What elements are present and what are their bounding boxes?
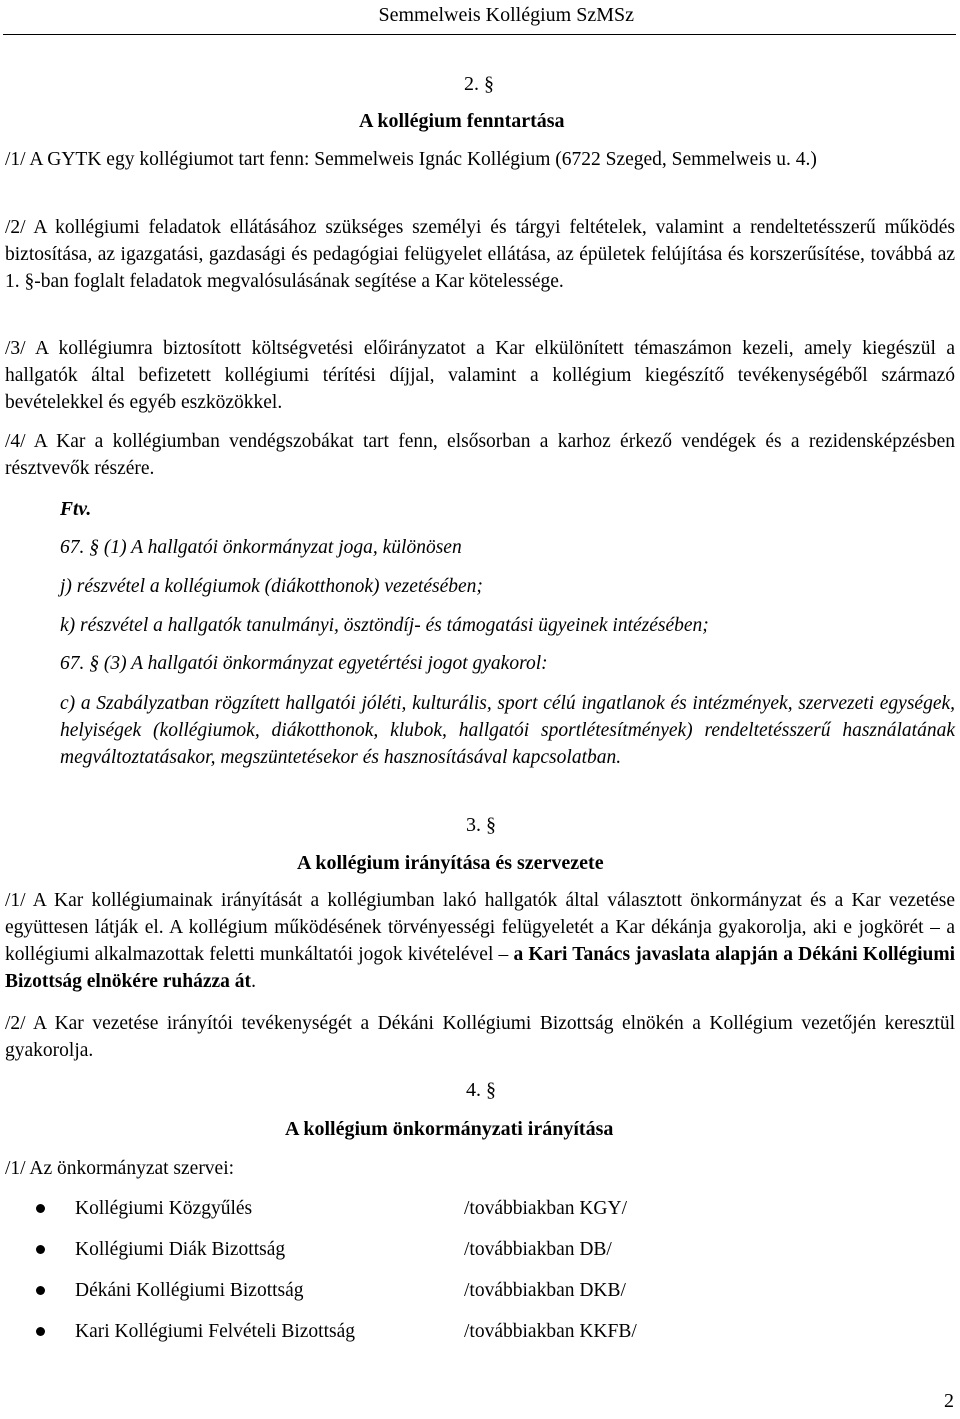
organ-abbreviation: /továbbiakban DB/ (464, 1239, 612, 1260)
section-3-paragraph-2: /2/ A Kar vezetése irányítói tevékenységét a Dékáni Kollégiumi Bizottság elnökén a Kollégium vezetőjén keresztül gyakorolja. (5, 1013, 955, 1061)
ftv-quote-3: k) részvétel a hallgatók tanulmányi, ösztöndíj- és támogatási ügyeinek intézésében; (60, 615, 709, 636)
organ-abbreviation: /továbbiakban KGY/ (464, 1198, 628, 1219)
ftv-label: Ftv. (60, 499, 92, 520)
section-3-number: 3. § (466, 814, 496, 836)
ftv-quote-5: c) a Szabályzatban rögzített hallgatói jóléti, kulturális, sport célú ingatlanok és intézmények, szervezeti egységek, helyiségek (kollégiumok, diákotthonok, klubok, hallgatói sportlétesítmények) rendeltetésszerű használatának megváltoztatásakor, megszüntetésekor és hasznosításával kapcsolatban. (60, 693, 955, 768)
ftv-quote-4: 67. § (3) A hallgatói önkormányzat egyetértési jogot gyakorol: (60, 653, 548, 674)
ftv-quote-1: 67. § (1) A hallgatói önkormányzat joga, különösen (60, 537, 462, 558)
section-4-paragraph-1: /1/ Az önkormányzat szervei: (5, 1158, 235, 1179)
section-4-title: A kollégium önkormányzati irányítása (285, 1118, 614, 1140)
bullet-icon (36, 1327, 45, 1336)
organ-name: Kari Kollégiumi Felvételi Bizottság (75, 1321, 355, 1342)
section-3-paragraph-1-text: /1/ A Kar kollégiumainak irányítását a kollégiumban lakó hallgatók által választott önkormányzat és a Kar vezetése együttesen látják el. A kollégium működésének törvényességi felügyeletét a Kar dékánja gyakorolja, aki e jogkörét – a kollégiumi alkalmazottak feletti munkáltatói jogok kivételével – (5, 890, 955, 965)
organ-abbreviation: /továbbiakban DKB/ (464, 1280, 626, 1301)
section-3-paragraph-1 (5, 887, 955, 995)
section-2-paragraph-2: /2/ A kollégiumi feladatok ellátásához szükséges személyi és tárgyi feltételek, valamint a rendeltetésszerű működés biztosítása, az igazgatási, gazdasági és pedagógiai felügyelet ellátása, az épületek felújítása és korszerűsítése, továbbá az 1. §-ban foglalt feladatok megvalósulásának segítése a Kar kötelessége. (5, 217, 955, 292)
ftv-quote-2: j) részvétel a kollégiumok (diákotthonok) vezetésében; (60, 576, 483, 597)
section-2-number: 2. § (464, 73, 494, 95)
section-2-paragraph-1: /1/ A GYTK egy kollégiumot tart fenn: Semmelweis Ignác Kollégium (6722 Szeged, Semmelweis u. 4.) (5, 149, 817, 170)
section-3-paragraph-1-end: . (251, 971, 256, 992)
organ-abbreviation: /továbbiakban KKFB/ (464, 1321, 637, 1342)
organ-name: Kollégiumi Közgyűlés (75, 1198, 253, 1219)
section-3-title: A kollégium irányítása és szervezete (297, 852, 604, 874)
header-rule (3, 34, 956, 35)
organ-name: Dékáni Kollégiumi Bizottság (75, 1280, 304, 1301)
page-number: 2 (944, 1390, 954, 1412)
section-2-title: A kollégium fenntartása (359, 110, 565, 132)
section-2-paragraph-3: /3/ A kollégiumra biztosított költségvetési előirányzatot a Kar elkülönített témaszámon kezeli, amely kiegészül a hallgatók által befizetett kollégiumi térítési díjjal, valamint a kollégium kiegészítő tevékenységéből származó bevételekkel és egyéb eszközökkel. (5, 338, 955, 413)
bullet-icon (36, 1245, 45, 1254)
organ-name: Kollégiumi Diák Bizottság (75, 1239, 286, 1260)
section-3-paragraph-1-bold: a Kari Tanács javaslata alapján a Dékáni Kollégiumi Bizottság elnökére ruházza át (5, 944, 955, 992)
section-2-paragraph-4: /4/ A Kar a kollégiumban vendégszobákat tart fenn, elsősorban a karhoz érkező vendégek és a rezidensképzésben résztvevők részére. (5, 431, 955, 479)
page-header-title: Semmelweis Kollégium SzMSz (378, 4, 634, 26)
section-4-number: 4. § (466, 1079, 496, 1101)
bullet-icon (36, 1286, 45, 1295)
bullet-icon (36, 1204, 45, 1213)
